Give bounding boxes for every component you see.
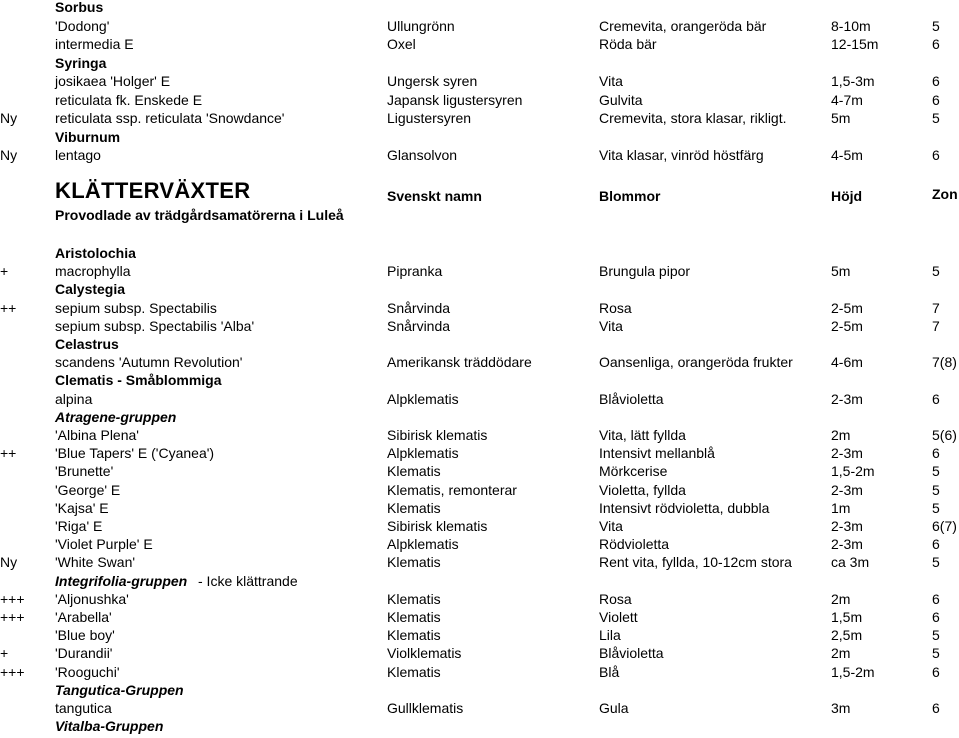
swedish-name: Klematis <box>387 663 441 680</box>
flowers: Violett <box>599 609 638 625</box>
swedish-name: Klematis <box>387 627 441 644</box>
plant-row <box>0 390 959 408</box>
height: 2-3m <box>831 445 863 462</box>
plant-row <box>0 35 959 53</box>
flowers: Rent vita, fyllda, 10-12cm stora <box>599 554 792 571</box>
latin-name: 'Violet Purple' E <box>55 536 153 553</box>
flowers: Rosa <box>599 299 632 316</box>
height: 2-3m <box>831 390 863 407</box>
zone: 5 <box>932 481 940 498</box>
zone: 7(8) <box>932 354 957 371</box>
zone: 5 <box>932 17 940 34</box>
swedish-name: Sibirisk klematis <box>387 427 488 443</box>
flowers: Intensivt rödvioletta, dubbla <box>599 499 770 516</box>
genus-name: Calystegia <box>55 281 126 298</box>
group-heading <box>0 572 959 590</box>
flowers: Vita <box>599 518 623 534</box>
zone: 6 <box>932 609 940 625</box>
plant-row <box>0 72 959 90</box>
plant-row <box>0 426 959 444</box>
swedish-name: Klematis <box>387 554 441 571</box>
genus-heading <box>0 371 959 389</box>
zone: 6 <box>932 590 940 607</box>
zone: 6 <box>932 147 940 163</box>
height: 2-5m <box>831 299 863 316</box>
zone: 5 <box>932 463 940 480</box>
genus-heading <box>0 280 959 298</box>
plant-row <box>0 553 959 571</box>
column-header-swedish-name: Svenskt namn <box>387 188 482 204</box>
plant-row <box>0 608 959 626</box>
zone: 5 <box>932 499 940 516</box>
latin-name: 'Blue Tapers' E ('Cyanea') <box>55 445 215 462</box>
swedish-name: Klematis <box>387 499 441 516</box>
plant-row <box>0 590 959 608</box>
genus-name: Aristolochia <box>55 245 136 261</box>
height: 2-5m <box>831 317 863 334</box>
genus-name: Clematis - Småblommiga <box>55 372 222 389</box>
latin-name: 'George' E <box>55 481 121 498</box>
zone: 6 <box>932 390 940 407</box>
height: 2,5m <box>831 627 863 644</box>
status-mark: +++ <box>0 663 25 680</box>
genus-name: Syringa <box>55 54 107 71</box>
genus-name: Celastrus <box>55 336 119 352</box>
flowers: Vita klasar, vinröd höstfärg <box>599 147 764 163</box>
swedish-name: Snårvinda <box>387 299 451 316</box>
genus-heading <box>0 335 959 353</box>
height: 4-5m <box>831 147 863 163</box>
section-subtitle: Provodlade av trädgårdsamatörerna i Luleå <box>55 207 344 223</box>
flowers: Brungula pipor <box>599 263 691 280</box>
flowers: Röda bär <box>599 36 657 52</box>
height: 8-10m <box>831 17 871 34</box>
swedish-name: Klematis <box>387 609 441 625</box>
plant-row <box>0 517 959 535</box>
group-note: - Icke klättrande <box>198 572 298 589</box>
plant-row <box>0 499 959 517</box>
genus-heading <box>0 54 959 72</box>
zone: 6 <box>932 700 940 716</box>
plant-row <box>0 699 959 717</box>
height: 1,5-2m <box>831 663 875 680</box>
flowers: Mörkcerise <box>599 463 668 480</box>
flowers: Oansenliga, orangeröda frukter <box>599 354 793 371</box>
flowers: Intensivt mellanblå <box>599 445 715 462</box>
swedish-name: Alpklematis <box>387 445 459 462</box>
flowers: Vita <box>599 317 623 334</box>
status-mark: +++ <box>0 609 25 625</box>
plant-row <box>0 353 959 371</box>
flowers: Rödvioletta <box>599 536 670 553</box>
group-name: Vitalba-Gruppen <box>55 718 164 735</box>
plant-row <box>0 299 959 317</box>
latin-name: reticulata ssp. reticulata 'Snowdance' <box>55 110 285 126</box>
swedish-name: Klematis <box>387 463 441 480</box>
column-header-zone: Zon <box>932 186 958 202</box>
swedish-name: Japansk ligustersyren <box>387 91 523 108</box>
status-mark: + <box>0 645 9 662</box>
plant-row <box>0 317 959 335</box>
swedish-name: Klematis <box>387 590 441 607</box>
latin-name: 'White Swan' <box>55 554 136 571</box>
group-heading <box>0 681 959 699</box>
flowers: Rosa <box>599 590 632 607</box>
latin-name: sepium subsp. Spectabilis <box>55 299 217 316</box>
latin-name: 'Brunette' <box>55 463 114 480</box>
swedish-name: Alpklematis <box>387 536 459 553</box>
genus-name: Viburnum <box>55 128 121 145</box>
zone: 5 <box>932 645 940 662</box>
plant-row <box>0 535 959 553</box>
latin-name: 'Kajsa' E <box>55 499 109 516</box>
flowers: Vita <box>599 73 623 89</box>
height: 1,5-2m <box>831 463 875 480</box>
latin-name: 'Arabella' <box>55 609 112 625</box>
flowers: Blå <box>599 663 620 680</box>
latin-name: reticulata fk. Enskede E <box>55 91 203 108</box>
latin-name: josikaea 'Holger' E <box>55 73 171 89</box>
latin-name: 'Dodong' <box>55 17 110 34</box>
plant-row <box>0 146 959 164</box>
zone: 5 <box>932 627 940 644</box>
flowers: Blåvioletta <box>599 390 664 407</box>
genus-heading <box>0 244 959 262</box>
zone: 6 <box>932 36 940 52</box>
zone: 6(7) <box>932 518 957 534</box>
latin-name: 'Riga' E <box>55 518 103 534</box>
zone: 5 <box>932 263 940 280</box>
flowers: Cremevita, stora klasar, rikligt. <box>599 110 787 126</box>
swedish-name: Oxel <box>387 36 416 52</box>
section-title: KLÄTTERVÄXTER <box>55 178 251 203</box>
group-name: Tangutica-Gruppen <box>55 681 184 698</box>
latin-name: sepium subsp. Spectabilis 'Alba' <box>55 317 255 334</box>
status-mark: + <box>0 263 9 280</box>
column-header-height: Höjd <box>831 188 863 204</box>
flowers: Vita, lätt fyllda <box>599 427 686 443</box>
plant-row <box>0 481 959 499</box>
height: 3m <box>831 700 851 716</box>
plant-row <box>0 109 959 127</box>
plant-row <box>0 262 959 280</box>
zone: 6 <box>932 445 940 462</box>
flowers: Blåvioletta <box>599 645 664 662</box>
status-mark: +++ <box>0 590 25 607</box>
plant-row <box>0 626 959 644</box>
plant-row <box>0 663 959 681</box>
zone: 6 <box>932 73 940 89</box>
swedish-name: Ungersk syren <box>387 73 478 89</box>
latin-name: 'Rooguchi' <box>55 663 120 680</box>
plant-row <box>0 462 959 480</box>
height: 5m <box>831 263 851 280</box>
height: 1m <box>831 499 851 516</box>
flowers: Violetta, fyllda <box>599 481 686 498</box>
zone: 7 <box>932 317 940 334</box>
plant-row <box>0 444 959 462</box>
plant-row <box>0 644 959 662</box>
swedish-name: Glansolvon <box>387 147 458 163</box>
status-mark: ++ <box>0 445 17 462</box>
height: 2-3m <box>831 518 863 534</box>
latin-name: 'Durandii' <box>55 645 113 662</box>
zone: 5 <box>932 554 940 571</box>
height: ca 3m <box>831 554 870 571</box>
height: 1,5-3m <box>831 73 875 89</box>
plant-row <box>0 17 959 35</box>
latin-name: scandens 'Autumn Revolution' <box>55 354 243 371</box>
status-mark: ++ <box>0 299 17 316</box>
flowers: Cremevita, orangeröda bär <box>599 17 767 34</box>
zone: 7 <box>932 299 940 316</box>
group-name: Integrifolia-gruppen <box>55 572 188 589</box>
genus-heading <box>0 128 959 146</box>
flowers: Lila <box>599 627 621 644</box>
status-mark: Ny <box>0 147 18 163</box>
flowers: Gulvita <box>599 91 643 108</box>
latin-name: intermedia E <box>55 36 134 52</box>
zone: 6 <box>932 536 940 553</box>
height: 2m <box>831 590 851 607</box>
latin-name: macrophylla <box>55 263 131 280</box>
column-header-flowers: Blommor <box>599 188 661 204</box>
height: 12-15m <box>831 36 879 52</box>
status-mark: Ny <box>0 110 18 126</box>
group-name: Atragene-gruppen <box>55 408 177 425</box>
latin-name: 'Aljonushka' <box>55 590 129 607</box>
height: 2m <box>831 427 851 443</box>
height: 2-3m <box>831 536 863 553</box>
height: 2m <box>831 645 851 662</box>
swedish-name: Ullungrönn <box>387 17 455 34</box>
genus-heading <box>0 0 959 16</box>
swedish-name: Sibirisk klematis <box>387 518 488 534</box>
height: 2-3m <box>831 481 863 498</box>
height: 4-7m <box>831 91 863 108</box>
swedish-name: Klematis, remonterar <box>387 481 517 498</box>
height: 5m <box>831 110 851 126</box>
swedish-name: Violklematis <box>387 645 462 662</box>
latin-name: 'Albina Plena' <box>55 427 139 443</box>
zone: 6 <box>932 663 940 680</box>
swedish-name: Ligustersyren <box>387 110 472 126</box>
group-heading <box>0 408 959 426</box>
group-heading <box>0 717 959 735</box>
swedish-name: Gullklematis <box>387 700 464 716</box>
latin-name: alpina <box>55 390 93 407</box>
latin-name: tangutica <box>55 700 112 716</box>
zone: 6 <box>932 91 940 108</box>
height: 1,5m <box>831 609 863 625</box>
height: 4-6m <box>831 354 863 371</box>
flowers: Gula <box>599 700 629 716</box>
plant-row <box>0 91 959 109</box>
swedish-name: Snårvinda <box>387 317 451 334</box>
latin-name: 'Blue boy' <box>55 627 115 644</box>
swedish-name: Amerikansk träddödare <box>387 354 532 371</box>
status-mark: Ny <box>0 554 18 571</box>
latin-name: lentago <box>55 147 101 163</box>
swedish-name: Alpklematis <box>387 390 459 407</box>
zone: 5(6) <box>932 427 957 443</box>
zone: 5 <box>932 110 940 126</box>
swedish-name: Pipranka <box>387 263 443 280</box>
genus-name: Sorbus <box>55 0 104 15</box>
